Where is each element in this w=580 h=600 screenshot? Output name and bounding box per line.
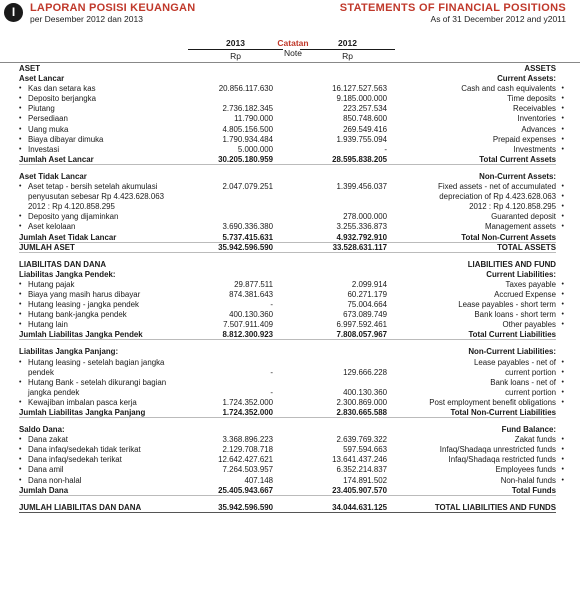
subtitle-id: per Desember 2012 dan 2013 bbox=[30, 14, 143, 24]
title-id: LAPORAN POSISI KEUANGAN bbox=[30, 2, 196, 14]
column-head-2013 bbox=[188, 38, 283, 62]
section-badge: I bbox=[4, 3, 23, 22]
value-2012: 34.044.631.125 bbox=[332, 502, 387, 512]
value-2012: 2.830.665.588 bbox=[336, 408, 387, 417]
value-2013: 1.790.934.484 bbox=[222, 134, 273, 144]
bullet-icon: • bbox=[19, 280, 22, 288]
label-en: Receivables bbox=[513, 104, 556, 114]
line-item-row bbox=[0, 358, 580, 368]
value-2012: 16.127.527.563 bbox=[332, 84, 387, 94]
value-2013: 12.642.427.621 bbox=[218, 455, 273, 465]
label-en: depreciation of Rp 4.423.628.063 bbox=[439, 192, 556, 202]
label-id: Uang muka bbox=[28, 124, 69, 134]
line-item-row bbox=[0, 104, 580, 114]
value-2012: 33.528.631.117 bbox=[332, 242, 387, 252]
line-item-row bbox=[0, 465, 580, 475]
label-id: Jumlah Dana bbox=[19, 485, 69, 495]
label-id: Investasi bbox=[28, 144, 60, 154]
label-id: Hutang pajak bbox=[28, 279, 75, 289]
value-2012: 75.004.664 bbox=[347, 300, 387, 310]
line-item-row bbox=[0, 135, 580, 145]
label-id: Biaya dibayar dimuka bbox=[28, 134, 104, 144]
label-id: Kewajiban imbalan pasca kerja bbox=[28, 397, 137, 407]
bullet-icon: • bbox=[561, 85, 564, 93]
label-id: Aset kelolaan bbox=[28, 222, 76, 232]
value-2012: 1.939.755.094 bbox=[336, 134, 387, 144]
row-spacer bbox=[0, 496, 580, 503]
label-en: Total Current Assets bbox=[479, 154, 556, 164]
statement-table bbox=[0, 64, 580, 513]
line-item-row bbox=[0, 368, 580, 378]
label-en: Post employment benefit obligations bbox=[429, 397, 556, 407]
bullet-icon: • bbox=[19, 183, 22, 191]
value-2013: - bbox=[270, 387, 273, 397]
label-en: current portion bbox=[505, 387, 556, 397]
value-2013: 30.205.180.959 bbox=[218, 154, 273, 164]
label-id: Piutang bbox=[28, 104, 55, 114]
section-heading-row bbox=[0, 172, 580, 182]
label-en: Investments bbox=[513, 144, 556, 154]
label-en: 2012 : Rp 4.120.858.295 bbox=[469, 202, 556, 212]
value-2013: 2.736.182.345 bbox=[222, 104, 273, 114]
label-id: Hutang lain bbox=[28, 320, 68, 330]
label-id: 2012 : Rp 4.120.858.295 bbox=[28, 202, 115, 212]
bullet-icon: • bbox=[561, 290, 564, 298]
bullet-icon: • bbox=[561, 145, 564, 153]
label-id: penyusutan sebesar Rp 4.423.628.063 bbox=[28, 192, 164, 202]
line-item-row bbox=[0, 378, 580, 388]
label-id: JUMLAH ASET bbox=[19, 242, 75, 252]
value-2012: 6.997.592.461 bbox=[336, 320, 387, 330]
section-heading-row bbox=[0, 425, 580, 435]
bullet-icon: • bbox=[19, 466, 22, 474]
value-2013: 2.047.079.251 bbox=[222, 182, 273, 192]
bullet-icon: • bbox=[19, 213, 22, 221]
line-item-row bbox=[0, 320, 580, 330]
total-row bbox=[0, 503, 580, 513]
line-item-row bbox=[0, 476, 580, 486]
year-2012-label: 2012 bbox=[300, 38, 395, 50]
label-en: Prepaid expenses bbox=[492, 134, 556, 144]
section-heading-row bbox=[0, 74, 580, 84]
label-en: Other payables bbox=[502, 320, 556, 330]
total-row bbox=[0, 486, 580, 496]
bullet-icon: • bbox=[561, 105, 564, 113]
row-spacer bbox=[0, 253, 580, 260]
label-en: Lease payables - net of bbox=[473, 357, 556, 367]
line-item-row bbox=[0, 114, 580, 124]
bullet-icon: • bbox=[19, 358, 22, 366]
total-row bbox=[0, 155, 580, 165]
line-item-row bbox=[0, 212, 580, 222]
bullet-icon: • bbox=[561, 183, 564, 191]
label-id: Liabilitas Jangka Pendek: bbox=[19, 269, 116, 279]
value-2013: 8.812.300.923 bbox=[222, 330, 273, 340]
label-id: Jumlah Liabilitas Jangka Panjang bbox=[19, 408, 146, 417]
year-2013-label: 2013 bbox=[188, 38, 283, 50]
label-id: ASET bbox=[19, 64, 41, 73]
value-2013: 5.000.000 bbox=[237, 144, 273, 154]
label-id: Liabilitas Jangka Panjang: bbox=[19, 347, 119, 357]
line-item-row bbox=[0, 290, 580, 300]
total-row bbox=[0, 233, 580, 243]
subtitle-en: As of 31 December 2012 and y2011 bbox=[430, 14, 566, 24]
value-2013: 35.942.596.590 bbox=[218, 242, 273, 252]
bullet-icon: • bbox=[561, 301, 564, 309]
value-2012: 4.932.792.910 bbox=[336, 232, 387, 242]
value-2013: 20.856.117.630 bbox=[218, 84, 273, 94]
label-en: Inventories bbox=[517, 114, 556, 124]
value-2012: 2.639.769.322 bbox=[336, 435, 387, 445]
label-en: TOTAL ASSETS bbox=[497, 242, 556, 252]
bullet-icon: • bbox=[561, 135, 564, 143]
label-id: Deposito berjangka bbox=[28, 94, 96, 104]
value-2012: 6.352.214.837 bbox=[336, 465, 387, 475]
label-en: Bank loans - short term bbox=[474, 310, 556, 320]
bullet-icon: • bbox=[19, 125, 22, 133]
bullet-icon: • bbox=[561, 436, 564, 444]
bullet-icon: • bbox=[19, 85, 22, 93]
value-2013: 35.942.596.590 bbox=[218, 502, 273, 512]
label-id: Dana infaq/sedekah terikat bbox=[28, 455, 122, 465]
section-heading-row bbox=[0, 270, 580, 280]
value-2012: 3.255.336.873 bbox=[336, 222, 387, 232]
value-2013: 874.381.643 bbox=[229, 289, 273, 299]
label-id: Hutang leasing - jangka pendek bbox=[28, 300, 139, 310]
value-2012: 278.000.000 bbox=[343, 212, 387, 222]
note-label-en: Note bbox=[284, 48, 302, 58]
line-item-row bbox=[0, 455, 580, 465]
value-2012: 597.594.663 bbox=[343, 445, 387, 455]
label-id: Dana infaq/sedekah tidak terikat bbox=[28, 445, 141, 455]
label-id: Jumlah Aset Lancar bbox=[19, 154, 94, 164]
label-id: Deposito yang dijaminkan bbox=[28, 212, 119, 222]
label-en: Guaranted deposit bbox=[491, 212, 556, 222]
value-2013: - bbox=[270, 367, 273, 377]
bullet-icon: • bbox=[561, 321, 564, 329]
value-2012: 174.891.502 bbox=[343, 475, 387, 485]
value-2012: 850.748.600 bbox=[343, 114, 387, 124]
line-item-row bbox=[0, 125, 580, 135]
section-heading-row bbox=[0, 347, 580, 357]
line-item-row bbox=[0, 280, 580, 290]
label-en: Non-halal funds bbox=[500, 475, 556, 485]
value-2013: 1.724.352.000 bbox=[222, 397, 273, 407]
bullet-icon: • bbox=[561, 280, 564, 288]
label-id: Saldo Dana: bbox=[19, 425, 65, 435]
label-en: TOTAL LIABILITIES AND FUNDS bbox=[434, 502, 556, 512]
label-en: Cash and cash equivalents bbox=[461, 84, 556, 94]
bullet-icon: • bbox=[19, 436, 22, 444]
value-2012: 9.185.000.000 bbox=[336, 94, 387, 104]
label-en: Time deposits bbox=[507, 94, 556, 104]
label-en: Current Liabilities: bbox=[486, 269, 556, 279]
bullet-icon: • bbox=[561, 466, 564, 474]
bullet-icon: • bbox=[19, 223, 22, 231]
bullet-icon: • bbox=[19, 115, 22, 123]
value-2013: 4.805.156.500 bbox=[222, 124, 273, 134]
row-spacer bbox=[0, 165, 580, 172]
value-2013: 5.737.415.631 bbox=[222, 232, 273, 242]
value-2013: 29.877.511 bbox=[234, 279, 273, 289]
label-en: Infaq/Shadaqa unrestricted funds bbox=[439, 445, 556, 455]
label-id: Aset tetap - bersih setelah akumulasi bbox=[28, 182, 158, 192]
report-header bbox=[0, 0, 580, 30]
bullet-icon: • bbox=[19, 476, 22, 484]
value-2012: 28.595.838.205 bbox=[332, 154, 387, 164]
value-2012: 129.666.228 bbox=[343, 367, 387, 377]
bullet-icon: • bbox=[19, 321, 22, 329]
bullet-icon: • bbox=[561, 311, 564, 319]
value-2013: 3.368.896.223 bbox=[222, 435, 273, 445]
value-2012: 400.130.360 bbox=[343, 387, 387, 397]
label-en: Lease payables - short term bbox=[458, 300, 556, 310]
label-en: Taxes payable bbox=[505, 279, 556, 289]
value-2012: 23.405.907.570 bbox=[332, 485, 387, 495]
bullet-icon: • bbox=[561, 203, 564, 211]
bullet-icon: • bbox=[19, 456, 22, 464]
bullet-icon: • bbox=[561, 398, 564, 406]
label-id: jangka pendek bbox=[28, 387, 80, 397]
label-en: Employees funds bbox=[495, 465, 556, 475]
label-en: Fund Balance: bbox=[501, 425, 556, 435]
line-item-row bbox=[0, 145, 580, 155]
bullet-icon: • bbox=[19, 446, 22, 454]
bullet-icon: • bbox=[19, 135, 22, 143]
value-2012: 673.089.749 bbox=[343, 310, 387, 320]
bullet-icon: • bbox=[19, 105, 22, 113]
bullet-icon: • bbox=[561, 456, 564, 464]
value-2013: 7.507.911.409 bbox=[223, 320, 273, 330]
value-2013: 407.148 bbox=[244, 475, 273, 485]
label-id: Jumlah Liabilitas Jangka Pendek bbox=[19, 330, 143, 340]
bullet-icon: • bbox=[561, 115, 564, 123]
value-2012: 1.399.456.037 bbox=[336, 182, 387, 192]
line-item-row bbox=[0, 398, 580, 408]
total-row bbox=[0, 408, 580, 418]
value-2012: 13.641.437.246 bbox=[332, 455, 387, 465]
line-item-row bbox=[0, 202, 580, 212]
label-id: Hutang leasing - setelah bagian jangka bbox=[28, 357, 165, 367]
value-2012: 60.271.179 bbox=[347, 289, 387, 299]
label-id: Dana amil bbox=[28, 465, 64, 475]
total-row bbox=[0, 330, 580, 340]
header-divider bbox=[0, 62, 580, 63]
label-id: Persediaan bbox=[28, 114, 68, 124]
line-item-row bbox=[0, 300, 580, 310]
label-en: Current Assets: bbox=[497, 74, 556, 84]
line-item-row bbox=[0, 182, 580, 192]
bullet-icon: • bbox=[561, 213, 564, 221]
value-2012: 2.099.914 bbox=[351, 279, 387, 289]
line-item-row bbox=[0, 435, 580, 445]
bullet-icon: • bbox=[19, 145, 22, 153]
label-en: ASSETS bbox=[524, 64, 556, 73]
label-id: Aset Tidak Lancar bbox=[19, 171, 87, 181]
label-id: Dana zakat bbox=[28, 435, 68, 445]
value-2013: 3.690.336.380 bbox=[222, 222, 273, 232]
label-en: Total Current Liabilities bbox=[468, 330, 556, 340]
note-label-id: Catatan bbox=[277, 38, 309, 48]
total-row bbox=[0, 243, 580, 253]
label-en: Total Funds bbox=[511, 485, 556, 495]
label-en: Total Non-Current Liabilities bbox=[450, 408, 556, 417]
bullet-icon: • bbox=[561, 223, 564, 231]
section-heading-row bbox=[0, 64, 580, 74]
bullet-icon: • bbox=[561, 358, 564, 366]
label-en: Zakat funds bbox=[514, 435, 556, 445]
label-en: Infaq/Shadaqa restricted funds bbox=[448, 455, 556, 465]
label-id: Kas dan setara kas bbox=[28, 84, 96, 94]
line-item-row bbox=[0, 222, 580, 232]
label-id: pendek bbox=[28, 367, 54, 377]
bullet-icon: • bbox=[561, 95, 564, 103]
value-2012: 2.300.869.000 bbox=[336, 397, 387, 407]
bullet-icon: • bbox=[19, 301, 22, 309]
bullet-icon: • bbox=[19, 95, 22, 103]
value-2013: 7.264.503.957 bbox=[222, 465, 273, 475]
label-en: current portion bbox=[505, 367, 556, 377]
bullet-icon: • bbox=[561, 378, 564, 386]
label-en: Bank loans - net of bbox=[490, 377, 556, 387]
label-id: Aset Lancar bbox=[19, 74, 65, 84]
row-spacer bbox=[0, 418, 580, 425]
line-item-row bbox=[0, 388, 580, 398]
value-2012: 223.257.534 bbox=[343, 104, 387, 114]
row-spacer bbox=[0, 340, 580, 347]
value-2013: - bbox=[270, 300, 273, 310]
line-item-row bbox=[0, 445, 580, 455]
label-id: LIABILITAS DAN DANA bbox=[19, 259, 107, 269]
label-id: Dana non-halal bbox=[28, 475, 82, 485]
label-id: Hutang Bank - setelah dikurangi bagian bbox=[28, 377, 167, 387]
bullet-icon: • bbox=[19, 290, 22, 298]
bullet-icon: • bbox=[561, 193, 564, 201]
label-en: Fixed assets - net of accumulated bbox=[438, 182, 556, 192]
label-en: Non-Current Liabilities: bbox=[468, 347, 556, 357]
label-en: Total Non-Current Assets bbox=[461, 232, 556, 242]
value-2013: 1.724.352.000 bbox=[222, 408, 273, 417]
currency-label-2012: Rp bbox=[342, 51, 353, 61]
label-en: Non-Current Assets: bbox=[479, 171, 556, 181]
line-item-row bbox=[0, 192, 580, 202]
label-id: Jumlah Aset Tidak Lancar bbox=[19, 232, 117, 242]
bullet-icon: • bbox=[561, 446, 564, 454]
bullet-icon: • bbox=[19, 378, 22, 386]
bullet-icon: • bbox=[561, 125, 564, 133]
value-2012: 7.808.057.967 bbox=[336, 330, 387, 340]
value-2013: 11.790.000 bbox=[234, 114, 273, 124]
title-en: STATEMENTS OF FINANCIAL POSITIONS bbox=[339, 2, 566, 14]
bullet-icon: • bbox=[561, 476, 564, 484]
value-2013: 25.405.943.667 bbox=[218, 485, 273, 495]
label-id: Biaya yang masih harus dibayar bbox=[28, 289, 141, 299]
label-en: Advances bbox=[521, 124, 556, 134]
label-en: Accrued Expense bbox=[494, 289, 556, 299]
label-id: JUMLAH LIABILITAS DAN DANA bbox=[19, 502, 142, 512]
section-heading-row bbox=[0, 260, 580, 270]
value-2012: 269.549.416 bbox=[343, 124, 387, 134]
line-item-row bbox=[0, 84, 580, 94]
column-head-2012 bbox=[300, 38, 395, 62]
value-2013: 2.129.708.718 bbox=[222, 445, 273, 455]
value-2012: - bbox=[384, 144, 387, 154]
bullet-icon: • bbox=[561, 368, 564, 376]
label-id: Hutang bank-jangka pendek bbox=[28, 310, 127, 320]
line-item-row bbox=[0, 310, 580, 320]
bullet-icon: • bbox=[19, 398, 22, 406]
bullet-icon: • bbox=[19, 311, 22, 319]
label-en: Management assets bbox=[484, 222, 556, 232]
currency-label-2013: Rp bbox=[230, 51, 241, 61]
line-item-row bbox=[0, 94, 580, 104]
label-en: LIABILITIES AND FUND bbox=[467, 259, 556, 269]
value-2013: 400.130.360 bbox=[229, 310, 273, 320]
bullet-icon: • bbox=[561, 388, 564, 396]
